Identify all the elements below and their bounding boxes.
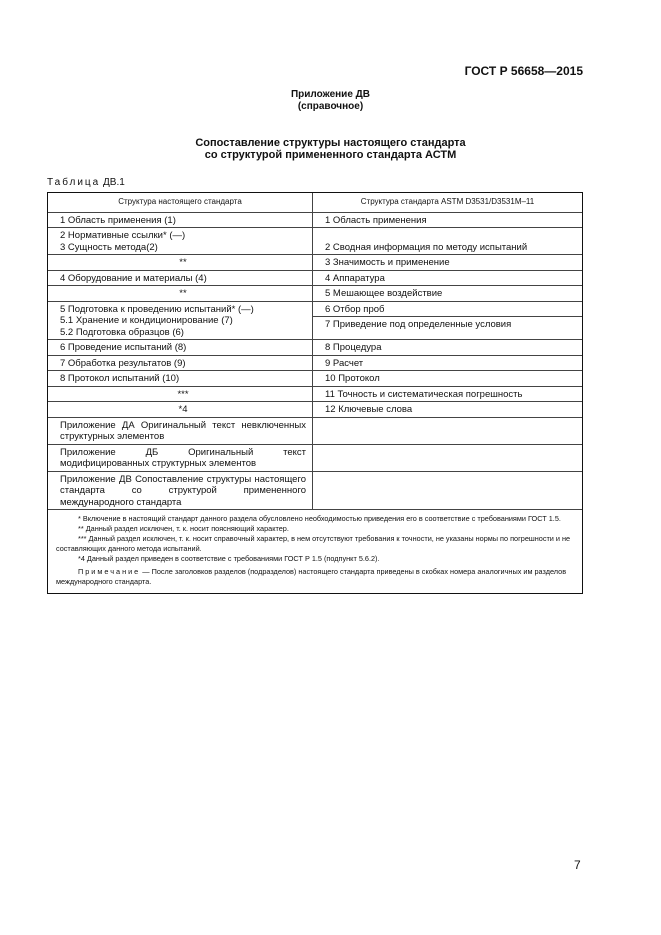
row-left-cell: 7 Обработка результатов (9) (48, 356, 313, 371)
table-row (48, 254, 582, 270)
row-right-cell: 12 Ключевые слова (325, 404, 413, 415)
table-caption-word: Таблица (47, 177, 101, 188)
row-right-cell: 9 Расчет (325, 357, 364, 369)
row-right-cell (313, 472, 582, 510)
column-header-right: Структура стандарта ASTM D3531/D3531M–11 (360, 197, 535, 206)
footnote: *** Данный раздел исключен, т. к. носит справочный характер, в нем отсутствуют требования к точности, не указаны нормы по погрешности и не составляющих данного метода испытаний. (56, 534, 571, 553)
table-header-row (48, 193, 582, 212)
row-right-cell (313, 302, 582, 340)
row-right-cell: 10 Протокол (325, 373, 380, 384)
row-left-cell: 1 Область применения (1) (48, 213, 313, 228)
row-left-cell: 8 Протокол испытаний (10) (48, 371, 313, 386)
standard-id: ГОСТ Р 56658—2015 (464, 64, 583, 78)
row-left-cell: Приложение ДБ Оригинальный текст модифицированных структурных элементов (48, 445, 313, 471)
table-row (48, 301, 582, 340)
row-left-line: 5.1 Хранение и кондиционирование (7) (60, 315, 233, 326)
row-left-cell: *** (48, 387, 313, 402)
table-row (48, 444, 582, 471)
row-right-cell (313, 228, 582, 254)
table-row (48, 401, 582, 417)
table-footnotes (48, 509, 582, 593)
comparison-heading (0, 137, 661, 161)
row-left-cell: ** (48, 286, 313, 301)
row-left-cell: Приложение ДА Оригинальный текст невключенных структурных элементов (48, 418, 313, 444)
row-left-cell: 6 Проведение испытаний (8) (48, 340, 313, 355)
row-right-cell: 4 Аппаратура (325, 272, 385, 284)
row-left-cell: Приложение ДВ Сопоставление структуры настоящего стандарта со структурой примененного международного стандарта (48, 472, 313, 510)
table-row (48, 339, 582, 355)
comparison-title-line2: со структурой примененного стандарта АСТМ (204, 149, 457, 161)
table-caption-number: ДВ.1 (103, 177, 125, 188)
row-right-cell (313, 445, 582, 471)
table-row (48, 285, 582, 301)
table-row (48, 355, 582, 371)
row-right-cell: 5 Мешающее воздействие (325, 288, 443, 299)
row-left-line: 5.2 Подготовка образцов (6) (60, 326, 184, 338)
row-left-cell: 4 Оборудование и материалы (4) (48, 271, 313, 286)
remark-text: — После заголовков разделов (подразделов) настоящего стандарта приведены в скобках номера аналогичных им разделов международного стандарта. (56, 567, 567, 586)
row-right-cell: 8 Процедура (325, 342, 382, 353)
appendix-heading (0, 89, 661, 113)
remark-label: Примечание (78, 567, 141, 576)
row-right-cell: 1 Область применения (325, 214, 427, 226)
row-right-cell: 11 Точность и систематическая погрешность (325, 388, 523, 400)
row-left-cell: *4 (48, 402, 313, 417)
row-left-cell (48, 228, 313, 254)
appendix-subtitle: (справочное) (297, 101, 364, 112)
row-right-cell (313, 418, 582, 444)
row-right-cell: 3 Значимость и применение (325, 257, 450, 268)
row-right-subcell: 6 Отбор проб (313, 302, 582, 318)
table-row (48, 386, 582, 402)
row-left-line: 5 Подготовка к проведению испытаний* (—) (60, 303, 254, 315)
page-number: 7 (574, 858, 581, 872)
row-left-line: 2 Нормативные ссылки* (—) (60, 230, 186, 241)
table-row (48, 370, 582, 386)
table-remark (56, 567, 577, 587)
footnote: *4 Данный раздел приведен в соответствие с требованиями ГОСТ Р 1.5 (подпункт 5.6.2). (78, 554, 380, 563)
footnote: ** Данный раздел исключен, т. к. носит поясняющий характер. (78, 524, 289, 533)
row-left-cell (48, 302, 313, 340)
row-left-cell: ** (48, 255, 313, 270)
table-row (48, 471, 582, 510)
table-caption (47, 177, 125, 188)
comparison-title-line1: Сопоставление структуры настоящего стандарта (195, 137, 466, 149)
row-right-text: 2 Сводная информация по методу испытаний (325, 241, 528, 253)
appendix-title: Приложение ДВ (290, 89, 371, 100)
comparison-table (47, 192, 583, 594)
row-left-line: 3 Сущность метода(2) (60, 241, 158, 253)
row-right-subcell: 7 Приведение под определенные условия (325, 319, 512, 330)
table-row (48, 270, 582, 286)
table-row (48, 212, 582, 228)
column-header-left: Структура настоящего стандарта (48, 193, 313, 212)
table-row (48, 227, 582, 254)
footnote: * Включение в настоящий стандарт данного раздела обусловлено необходимостью приведения его в соответствие с требованиями ГОСТ 1.5. (78, 514, 561, 523)
table-row (48, 417, 582, 444)
